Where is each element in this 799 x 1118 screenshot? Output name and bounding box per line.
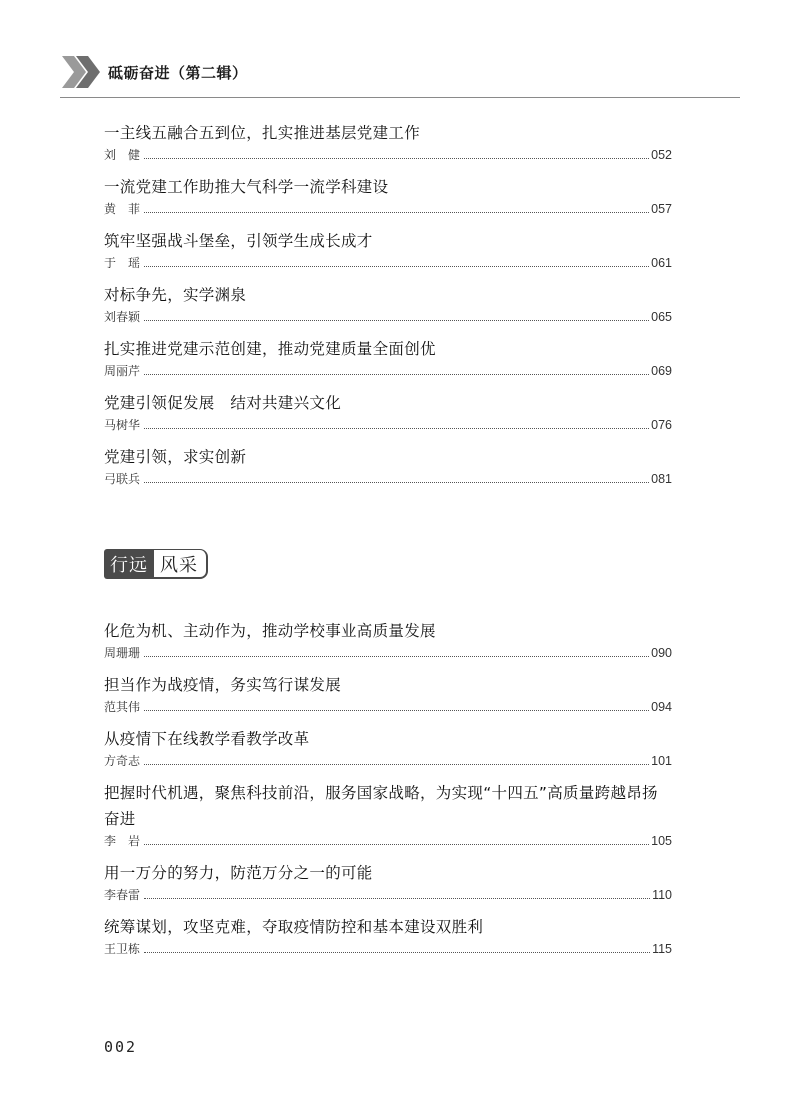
- toc-entry[interactable]: [104, 780, 672, 856]
- toc-list-part1: [104, 120, 672, 498]
- dot-leader: [144, 373, 649, 375]
- toc-entry-page: 052: [651, 148, 672, 162]
- toc-entry-title: 一主线五融合五到位，扎实推进基层党建工作: [104, 124, 421, 142]
- toc-entry-page: 110: [652, 888, 672, 902]
- section-heading: [104, 549, 208, 579]
- toc-entry[interactable]: [104, 174, 672, 224]
- toc-entry[interactable]: [104, 336, 672, 386]
- dot-leader: [144, 763, 649, 765]
- toc-entry-author: 刘春颖: [104, 310, 141, 324]
- toc-entry-page: 090: [651, 646, 672, 660]
- toc-entry-author: 弓联兵: [104, 472, 141, 486]
- toc-entry[interactable]: [104, 444, 672, 494]
- toc-entry[interactable]: [104, 860, 672, 910]
- toc-entry-title: 党建引领，求实创新: [104, 448, 247, 466]
- toc-entry-author: 马树华: [104, 418, 141, 432]
- toc-entry[interactable]: [104, 672, 672, 722]
- dot-leader: [144, 655, 649, 657]
- toc-entry-title: 从疫情下在线教学看教学改革: [104, 730, 310, 748]
- section-heading-part-b: 风采: [154, 549, 208, 579]
- toc-entry-title: 担当作为战疫情，务实笃行谋发展: [104, 676, 342, 694]
- toc-entry-page: 061: [651, 256, 672, 270]
- page-number: 002: [104, 1038, 138, 1056]
- toc-entry[interactable]: [104, 726, 672, 776]
- toc-entry[interactable]: [104, 120, 672, 170]
- running-header: [60, 50, 248, 94]
- toc-entry-author: 方奇志: [104, 754, 141, 768]
- toc-entry-author: 周丽芹: [104, 364, 141, 378]
- dot-leader: [144, 157, 649, 159]
- toc-entry-title: 扎实推进党建示范创建，推动党建质量全面创优: [104, 340, 436, 358]
- section-heading-part-a: 行远: [104, 549, 154, 579]
- toc-entry-author: 于 瑶: [104, 256, 141, 270]
- toc-list-part2: [104, 618, 672, 968]
- dot-leader: [144, 265, 649, 267]
- toc-entry-page: 081: [651, 472, 672, 486]
- toc-entry[interactable]: [104, 618, 672, 668]
- toc-entry-author: 周珊珊: [104, 646, 141, 660]
- toc-entry[interactable]: [104, 390, 672, 440]
- dot-leader: [144, 427, 649, 429]
- toc-entry-author: 王卫栋: [104, 942, 141, 956]
- toc-entry-title: 把握时代机遇，聚焦科技前沿，服务国家战略，为实现“十四五”高质量跨越昂扬奋进: [104, 784, 658, 828]
- toc-entry[interactable]: [104, 228, 672, 278]
- toc-entry[interactable]: [104, 914, 672, 964]
- toc-entry-author: 范其伟: [104, 700, 141, 714]
- toc-entry-title: 筑牢坚强战斗堡垒，引领学生成长成才: [104, 232, 373, 250]
- dot-leader: [144, 211, 649, 213]
- toc-entry-title: 化危为机、主动作为，推动学校事业高质量发展: [104, 622, 436, 640]
- toc-entry-author: 李 岩: [104, 834, 141, 848]
- toc-entry-title: 党建引领促发展 结对共建兴文化: [104, 394, 342, 412]
- toc-entry-author: 刘 健: [104, 148, 141, 162]
- toc-entry-page: 115: [652, 942, 672, 956]
- toc-entry-title: 对标争先，实学渊泉: [104, 286, 247, 304]
- dot-leader: [144, 897, 650, 899]
- toc-entry-author: 李春雷: [104, 888, 141, 902]
- toc-entry-page: 101: [651, 754, 672, 768]
- toc-entry[interactable]: [104, 282, 672, 332]
- toc-entry-page: 105: [651, 834, 672, 848]
- book-title: 砥砺奋进（第二辑）: [108, 63, 248, 82]
- toc-entry-page: 069: [651, 364, 672, 378]
- toc-entry-title: 统筹谋划，攻坚克难，夺取疫情防控和基本建设双胜利: [104, 918, 484, 936]
- toc-entry-title: 用一万分的努力，防范万分之一的可能: [104, 864, 373, 882]
- dot-leader: [144, 319, 649, 321]
- dot-leader: [144, 709, 649, 711]
- dot-leader: [144, 951, 650, 953]
- toc-entry-page: 057: [651, 202, 672, 216]
- dot-leader: [144, 843, 649, 845]
- toc-entry-author: 黄 菲: [104, 202, 141, 216]
- toc-entry-page: 065: [651, 310, 672, 324]
- toc-entry-page: 076: [651, 418, 672, 432]
- toc-entry-page: 094: [651, 700, 672, 714]
- header-divider: [60, 97, 740, 98]
- double-chevron-icon: [60, 50, 104, 94]
- toc-entry-title: 一流党建工作助推大气科学一流学科建设: [104, 178, 389, 196]
- dot-leader: [144, 481, 649, 483]
